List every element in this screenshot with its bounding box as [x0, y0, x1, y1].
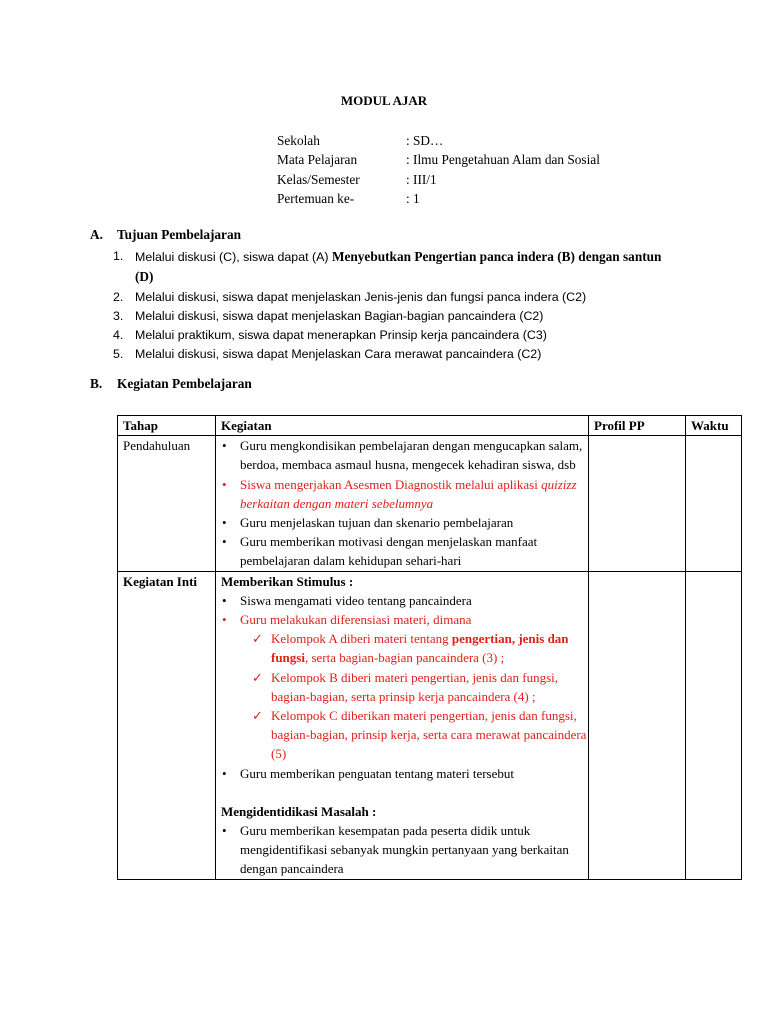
bullet-item [219, 610, 588, 629]
bullet-item [219, 532, 588, 570]
info-value: : SD… [406, 133, 444, 148]
info-label: Pertemuan ke- [277, 190, 355, 206]
section-letter: B. [90, 376, 103, 391]
column-header: Waktu [686, 416, 742, 436]
bullet-text: Guru melakukan diferensiasi materi, dimana [240, 612, 472, 628]
table-row [118, 436, 742, 571]
column-header: Profil PP [589, 416, 686, 436]
spacer [219, 783, 588, 802]
section-a-heading [90, 227, 241, 243]
stage-cell: Pendahuluan [118, 436, 216, 571]
column-header: Kegiatan [216, 416, 589, 436]
group-b-item [219, 668, 588, 706]
stage-cell: Kegiatan Inti [118, 571, 216, 879]
group-text: Kelompok B diberi materi pengertian, jenis dan fungsi, bagian-bagian, serta prinsip kerja pancaindera (4) ; [271, 669, 559, 704]
profile-cell [589, 571, 686, 879]
activity-cell [216, 571, 589, 879]
bullet-text: Guru memberikan motivasi dengan menjelaskan manfaat pembelajaran dalam kehidupan sehari-hari [240, 534, 538, 569]
item-bold-text: Menyebutkan Pengertian panca indera (B) dengan santun (D) [135, 249, 662, 285]
column-header: Tahap [118, 416, 216, 436]
activities-table [117, 415, 742, 880]
activity-cell [216, 436, 589, 571]
info-row-class [277, 170, 600, 189]
table-row [118, 571, 742, 879]
bullet-item [219, 436, 588, 474]
info-label: Sekolah [277, 133, 320, 148]
bullet-text: Guru memberikan kesempatan pada peserta didik untuk mengidentifikasi sebanyak mungkin pertanyaan yang berkaitan dengan pancaindera [240, 823, 569, 877]
table-header-row [118, 416, 742, 436]
checkmark-icon: ✓ [252, 631, 263, 647]
identity-block [277, 131, 600, 208]
group-bold-text: pengertian, jenis dan fungsi [271, 631, 569, 666]
bullet-icon: • [222, 592, 227, 608]
group-text: Kelompok C diberikan materi pengertian, jenis dan fungsi, bagian-bagian, prinsip kerja, serta cara merawat pancaindera (5) [271, 708, 587, 762]
time-cell [686, 571, 742, 879]
bullet-item [219, 591, 588, 610]
stimulus-heading: Memberikan Stimulus : [221, 573, 354, 589]
bullet-text: Guru memberikan penguatan tentang materi tersebut [240, 765, 514, 781]
info-value: : III/1 [406, 171, 437, 187]
bullet-icon: • [222, 476, 227, 492]
item-text: Melalui diskusi, siswa dapat menjelaskan Bagian-bagian pancaindera (C2) [135, 308, 544, 323]
info-row-subject [277, 150, 600, 169]
group-text: , serta bagian-bagian pancaindera (3) ; [304, 650, 505, 666]
item-text: Melalui diskusi (C), siswa dapat (A) [135, 250, 332, 264]
bullet-item [219, 475, 588, 513]
objectives-list [113, 247, 673, 365]
list-item [113, 307, 673, 326]
section-letter: A. [90, 227, 103, 242]
bullet-icon: • [222, 765, 227, 781]
bullet-icon: • [222, 438, 227, 454]
group-a-item [219, 629, 588, 667]
info-value: : Ilmu Pengetahuan Alam dan Sosial [406, 152, 600, 168]
info-value: : 1 [406, 190, 420, 206]
bullet-text: Siswa mengamati video tentang pancaindera [240, 592, 472, 608]
profile-cell [589, 436, 686, 571]
bullet-text: Guru menjelaskan tujuan dan skenario pembelajaran [240, 515, 514, 531]
bullet-icon: • [222, 534, 227, 550]
item-text: Melalui diskusi, siswa dapat menjelaskan Jenis-jenis dan fungsi panca indera (C2) [135, 289, 587, 304]
info-label: Kelas/Semester [277, 171, 360, 187]
info-row-meeting [277, 189, 600, 208]
document-title: MODUL AJAR [340, 93, 428, 108]
group-c-item [219, 706, 588, 764]
info-label: Mata Pelajaran [277, 152, 358, 168]
item-number: 4. [113, 328, 124, 343]
item-text: Melalui praktikum, siswa dapat menerapkan Prinsip kerja pancaindera (C3) [135, 328, 547, 343]
bullet-text: Siswa mengerjakan Asesmen Diagnostik melalui aplikasi [240, 476, 542, 492]
list-item [113, 345, 673, 364]
info-row-school [277, 131, 600, 150]
checkmark-icon: ✓ [252, 708, 263, 724]
bullet-icon: • [222, 823, 227, 839]
bullet-item [219, 821, 588, 879]
section-title: Kegiatan Pembelajaran [117, 376, 252, 391]
section-title: Tujuan Pembelajaran [117, 227, 241, 242]
bullet-text: Guru mengkondisikan pembelajaran dengan mengucapkan salam, berdoa, membaca asmaul husna, mengecek kehadiran siswa, dsb [240, 438, 583, 473]
list-item [113, 288, 673, 307]
bullet-icon: • [222, 515, 227, 531]
bullet-item [219, 513, 588, 532]
list-item [113, 326, 673, 345]
list-item [113, 247, 673, 288]
time-cell [686, 436, 742, 571]
group-text: Kelompok A diberi materi tentang [271, 631, 452, 647]
section-b-heading [90, 376, 252, 392]
item-number: 2. [113, 289, 124, 304]
item-text: Melalui diskusi, siswa dapat Menjelaskan Cara merawat pancaindera (C2) [135, 347, 542, 362]
item-number: 1. [113, 249, 124, 263]
item-number: 3. [113, 308, 124, 323]
checkmark-icon: ✓ [252, 669, 263, 685]
item-number: 5. [113, 347, 124, 362]
masalah-heading: Mengidentidikasi Masalah : [221, 803, 377, 819]
bullet-italic-text: quizizz berkaitan dengan materi sebelumnya [240, 476, 577, 511]
bullet-item [219, 764, 588, 783]
bullet-icon: • [222, 612, 227, 628]
